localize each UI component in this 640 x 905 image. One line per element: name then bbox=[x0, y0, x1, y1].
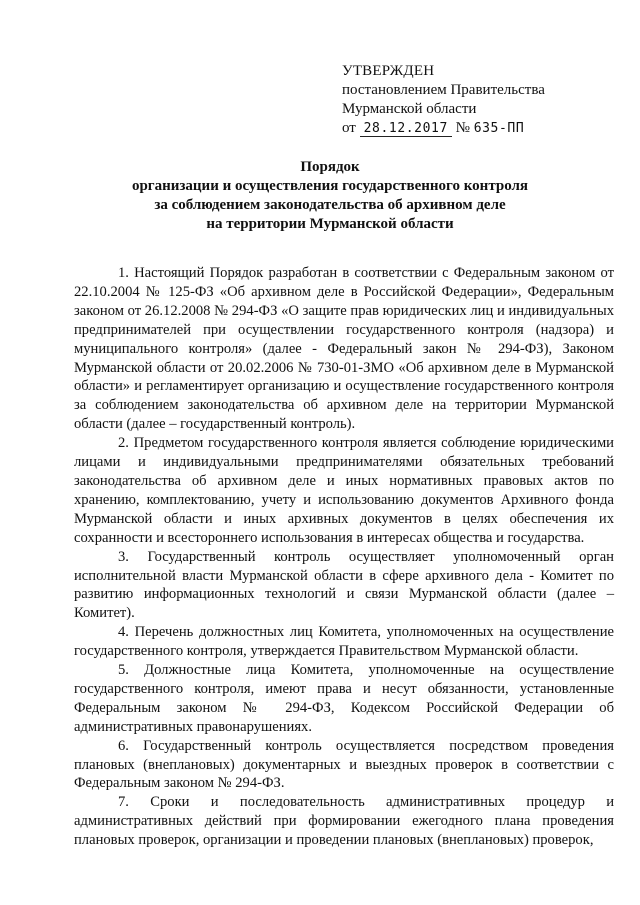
approval-date: 28.12.2017 bbox=[360, 121, 452, 137]
paragraph-7: 7. Сроки и последовательность административных процедур и административных действий при формировании ежегодного плана проведения плановых проверок, организации и проведении плановых (внеплановых) проверок, bbox=[74, 794, 614, 849]
approval-date-line bbox=[342, 119, 622, 138]
paragraph-1: 1. Настоящий Порядок разработан в соответствии с Федеральным законом от 22.10.2004 № 125-ФЗ «Об архивном деле в Российской Федерации», Федеральным законом от 26.12.2008 № 294-ФЗ «О защите прав юридических лиц и индивидуальных предпринимателей при осуществлении государственного контроля (надзора) и муниципального контроля» (далее - Федеральный закон № 294-ФЗ), Законом Мурманской области от 20.02.2006 № 730-01-ЗМО «Об архивном деле в Мурманской области» и регламентирует организацию и осуществление государственного контроля за соблюдением законодательства об архивном деле на территории Мурманской области (далее – государственный контроль). bbox=[74, 265, 614, 433]
heading-line-1: Порядок bbox=[300, 159, 360, 175]
number-prefix: № bbox=[455, 120, 470, 136]
approval-title: УТВЕРЖДЕН bbox=[342, 63, 435, 79]
heading-line-4: на территории Мурманской области bbox=[206, 216, 454, 232]
approval-block bbox=[342, 62, 622, 138]
date-prefix: от bbox=[342, 120, 356, 136]
paragraph-3: 3. Государственный контроль осуществляет уполномоченный орган исполнительной власти Мурманской области в сфере архивного дела - Комитет по развитию информационных технологий и связи Мурманской области (далее – Комитет). bbox=[74, 548, 614, 622]
paragraph-4: 4. Перечень должностных лиц Комитета, уполномоченных на осуществление государственного контроля, утверждается Правительством Мурманской области. bbox=[74, 624, 614, 660]
document-body bbox=[74, 264, 614, 850]
approval-number: 635-ПП bbox=[473, 121, 525, 136]
approval-line-2: Мурманской области bbox=[342, 101, 477, 117]
approval-line-1: постановлением Правительства bbox=[342, 82, 545, 98]
paragraph-2: 2. Предметом государственного контроля является соблюдение юридическими лицами и индивидуальными предпринимателями обязательных требований законодательства об архивном деле и иных нормативных правовых актов по хранению, комплектованию, учету и использованию документов Архивного фонда Мурманской области и иных архивных документов в целях обеспечения их сохранности и всестороннего использования в интересах общества и государства. bbox=[74, 435, 614, 546]
paragraph-5: 5. Должностные лица Комитета, уполномоченные на осуществление государственного контроля, имеют права и несут обязанности, установленные Федеральным законом № 294-ФЗ, Кодексом Российской Федерации об административных правонарушениях. bbox=[74, 662, 614, 735]
document-heading bbox=[60, 158, 600, 234]
paragraph-6: 6. Государственный контроль осуществляется посредством проведения плановых (внеплановых) документарных и выездных проверок в соответствии с Федеральным законом № 294-ФЗ. bbox=[74, 737, 614, 792]
heading-line-3: за соблюдением законодательства об архивном деле bbox=[154, 197, 506, 213]
heading-line-2: организации и осуществления государственного контроля bbox=[131, 178, 529, 194]
